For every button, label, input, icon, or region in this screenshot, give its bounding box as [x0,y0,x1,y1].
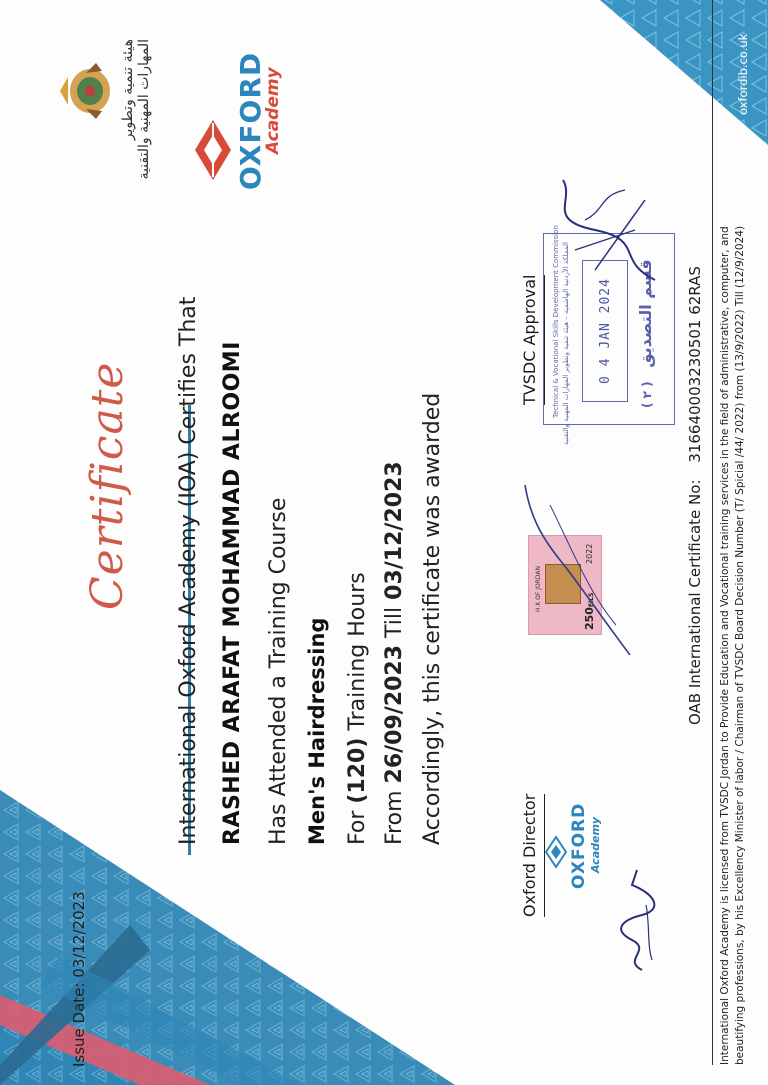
license-footer [718,226,748,1065]
fee-stamp-year: 2022 [585,543,594,564]
license-footer-line1: International Oxford Academy is licensed from TVSDC Jordan to Provide Education and Vocational training services in the field of administrative, computer, and [719,226,731,1065]
till-label: Till [382,606,407,638]
fee-stamp-country: H.K OF JORDAN [535,565,542,612]
commission-name-ar-line1: هيئة تنمية وتطوير [120,39,136,141]
director-signature [612,865,662,975]
course-name: Men's Hairdressing [305,617,329,845]
small-academy-text: Academy [589,816,602,873]
hours-line [345,572,370,845]
issue-date [70,891,88,1067]
academy-logo-text: Academy [263,67,283,154]
stamp-org-en: Technical & Vocational Skills Development Commission [552,225,560,418]
tvsdc-approval-text: TVSDC Approval [520,274,539,405]
stamp-org-ar: المملكة الأردنية الهاشمية – هيئة تنمية وتطوير المهارات المهنية والتقنية [562,242,570,446]
issue-date-value: 03/12/2023 [70,891,88,978]
director-label-text: Oxford Director [520,793,539,917]
tvsdc-approval-label [520,275,545,405]
small-oxford-text: OXFORD [569,802,589,889]
hours-suffix: Training Hours [345,572,370,731]
recipient-name: RASHED ARAFAT MOHAMMAD ALROOMI [220,341,245,845]
commission-name-ar-line2: المهارات المهنية والتقنية [136,39,152,180]
issue-date-label: Issue Date: [70,982,88,1067]
fee-stamp-signature [520,475,640,655]
awarded-line: Accordingly, this certificate was awarded [420,392,445,845]
stamp-number-ar: ( ٢ ) [640,381,654,408]
tvsdc-signature [555,170,675,290]
period-line [382,461,407,845]
stamp-date: 0 4 JAN 2024 [597,278,613,384]
hours-prefix: For [345,810,370,845]
oab-certificate-number [686,266,704,725]
oxford-academy-logo [193,40,283,190]
hours-value: (120) [345,737,370,804]
certificate-heading: Certificate [82,361,133,610]
oxford-logo-mark-icon [193,115,233,185]
intro-line: International Oxford Academy (IOA) Certifies That [176,296,201,845]
commission-name-ar [120,39,152,189]
fee-stamp-amount: 250 [583,607,596,630]
jordan-emblem [56,57,118,125]
fee-stamp-unit: FILS [588,592,595,608]
small-logo-mark-icon [545,835,567,869]
from-label: From [382,790,407,845]
oab-number: 316640003230501 62RAS [686,266,704,463]
till-date: 03/12/2023 [382,461,407,600]
website-url: oxfordib.co.uk [736,33,750,115]
oxford-logo-text: OXFORD [234,51,267,190]
from-date: 26/09/2023 [382,644,407,784]
stamp-title-ar-text: قسم التصديق [636,259,655,368]
oab-label: OAB International Certificate No: [686,479,704,725]
footer-rule [712,0,713,1065]
license-footer-line2: beautifying professions, by his Excellency Minister of labor / Chairman of TVSDC Board Decision Number (T/ Spicial /44/ 2022) from (13/9/2022) Till (12/9/2024) [734,225,747,1065]
director-label [520,794,545,917]
attended-line: Has Attended a Training Course [266,497,291,845]
